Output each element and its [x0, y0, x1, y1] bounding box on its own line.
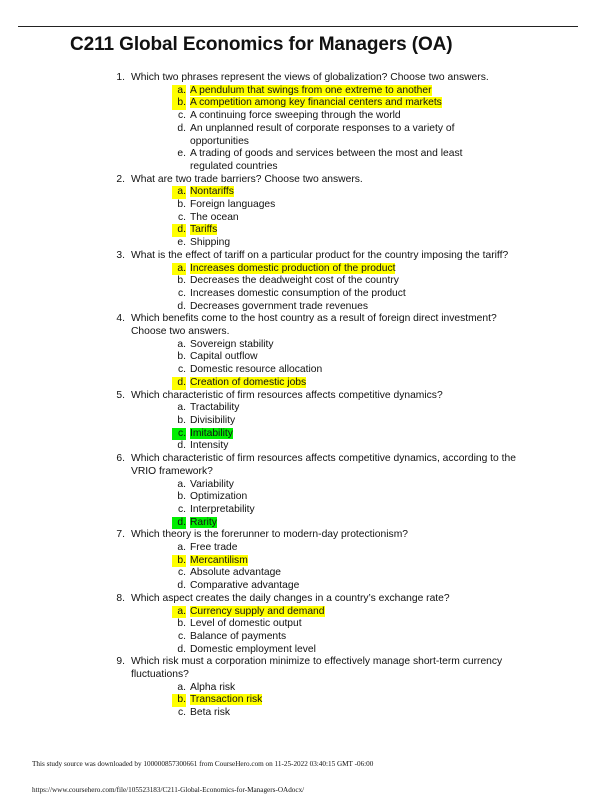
question-text: Which characteristic of firm resources affects competitive dynamics?	[131, 389, 443, 401]
option-letter: c.	[172, 428, 186, 441]
question-text: Which aspect creates the daily changes in a country’s exchange rate?	[131, 592, 450, 604]
answer-option	[0, 644, 470, 657]
question-number: 5.	[116, 389, 125, 401]
question-6	[0, 453, 521, 478]
answer-option	[0, 606, 470, 619]
option-letter: a.	[172, 186, 186, 199]
answer-option	[0, 85, 470, 98]
highlighted-answer-text: Currency supply and demand	[190, 605, 325, 617]
answer-option	[0, 351, 470, 364]
question-text: Which theory is the forerunner to modern-day protectionism?	[131, 529, 409, 541]
highlighted-answer-text: Increases domestic production of the product	[190, 262, 396, 274]
answer-option	[0, 415, 470, 428]
footer-url-line[interactable]: https://www.coursehero.com/file/105523183/C211-Global-Economics-for-Managers-OAdocx/	[32, 786, 305, 794]
answer-option	[0, 517, 470, 530]
option-letter: a.	[177, 402, 186, 414]
option-text: Decreases government trade revenues	[190, 300, 369, 312]
answer-option	[0, 212, 470, 225]
answer-option	[0, 555, 470, 568]
option-text: Free trade	[190, 542, 238, 554]
highlighted-answer-text: Mercantilism	[190, 554, 248, 566]
option-text: An unplanned result of corporate responses to a variety of opportunities	[190, 122, 455, 147]
answer-option	[0, 364, 470, 377]
question-2	[0, 174, 521, 187]
answer-options	[0, 606, 606, 657]
answer-option	[0, 301, 470, 314]
option-text: Decreases the deadweight cost of the country	[190, 275, 399, 287]
answer-option	[0, 123, 470, 148]
option-letter: d.	[172, 224, 186, 237]
answer-options	[0, 682, 606, 720]
option-text: Balance of payments	[190, 630, 287, 642]
option-letter: b.	[172, 97, 186, 110]
answer-option	[0, 618, 470, 631]
option-letter: a.	[172, 606, 186, 619]
option-text: Beta risk	[190, 707, 231, 719]
question-number: 2.	[116, 173, 125, 185]
option-letter: a.	[177, 542, 186, 554]
option-letter: e.	[177, 148, 186, 160]
option-text: Absolute advantage	[190, 567, 282, 579]
option-letter: b.	[177, 351, 186, 363]
answer-option	[0, 631, 470, 644]
option-text: Domestic employment level	[190, 643, 316, 655]
option-letter: b.	[172, 555, 186, 568]
question-1	[0, 72, 521, 85]
option-letter: d.	[172, 517, 186, 530]
option-letter: c.	[177, 211, 186, 223]
answer-option	[0, 428, 470, 441]
answer-option	[0, 491, 470, 504]
answer-option	[0, 377, 470, 390]
answer-option	[0, 440, 470, 453]
question-5	[0, 390, 521, 403]
question-3	[0, 250, 521, 263]
question-number: 7.	[116, 529, 125, 541]
question-text: Which risk must a corporation minimize to effectively manage short-term currency fluctuations?	[131, 656, 503, 681]
answer-option	[0, 237, 470, 250]
answer-option	[0, 504, 470, 517]
option-text: Level of domestic output	[190, 618, 302, 630]
answer-options	[0, 479, 606, 530]
option-letter: d.	[177, 643, 186, 655]
answer-option	[0, 199, 470, 212]
option-letter: d.	[177, 300, 186, 312]
question-number: 8.	[116, 592, 125, 604]
option-letter: c.	[177, 630, 186, 642]
answer-option	[0, 97, 470, 110]
option-letter: a.	[172, 263, 186, 276]
question-text: Which characteristic of firm resources affects competitive dynamics, according to the VRIO framework?	[131, 453, 516, 477]
option-text: Tractability	[190, 402, 240, 414]
answer-option	[0, 542, 470, 555]
option-text: Foreign languages	[190, 199, 276, 211]
option-letter: b.	[177, 491, 186, 503]
option-text: A continuing force sweeping through the world	[190, 110, 401, 122]
answer-option	[0, 186, 470, 199]
option-letter: c.	[177, 287, 186, 299]
option-text: A trading of goods and services between the most and least regulated countries	[190, 148, 463, 172]
option-letter: d.	[172, 377, 186, 390]
answer-option	[0, 275, 470, 288]
answer-option	[0, 682, 470, 695]
option-text: Shipping	[190, 237, 231, 249]
question-number: 1.	[116, 72, 125, 83]
answer-option	[0, 707, 470, 720]
option-letter: c.	[177, 503, 186, 515]
option-letter: d.	[177, 122, 186, 134]
question-7	[0, 529, 521, 542]
answer-option	[0, 288, 470, 301]
question-text: What is the effect of tariff on a particular product for the country imposing the tariff?	[131, 249, 509, 261]
option-text: Domestic resource allocation	[190, 364, 323, 376]
answer-option	[0, 339, 470, 352]
question-8	[0, 593, 521, 606]
footer-source-line: This study source was downloaded by 100000857300661 from CourseHero.com on 11-25-2022 03:40:15 GMT -06:00	[32, 760, 374, 768]
answer-options	[0, 339, 606, 390]
highlighted-answer-text: A competition among key financial centers and markets	[190, 97, 442, 109]
question-text: Which benefits come to the host country as a result of foreign direct investment? Choose two answers.	[131, 313, 497, 338]
option-text: Capital outflow	[190, 351, 258, 363]
option-letter: a.	[172, 85, 186, 98]
answer-option	[0, 580, 470, 593]
answer-options	[0, 542, 606, 593]
answer-option	[0, 402, 470, 415]
question-number: 4.	[116, 313, 125, 325]
top-rule	[18, 26, 578, 27]
answer-option	[0, 479, 470, 492]
question-number: 9.	[116, 656, 125, 668]
option-letter: a.	[177, 478, 186, 490]
option-text: Variability	[190, 478, 234, 490]
option-letter: c.	[177, 364, 186, 376]
option-letter: b.	[177, 414, 186, 426]
option-letter: b.	[177, 275, 186, 287]
highlighted-answer-text: Transaction risk	[190, 694, 263, 706]
answer-option	[0, 148, 470, 173]
option-letter: d.	[177, 580, 186, 592]
answer-option	[0, 110, 470, 123]
highlighted-answer-text: A pendulum that swings from one extreme to another	[190, 84, 432, 96]
question-9	[0, 656, 521, 681]
option-text: Divisibility	[190, 414, 236, 426]
document-title: C211 Global Economics for Managers (OA)	[70, 34, 453, 55]
option-text: Increases domestic consumption of the product	[190, 287, 406, 299]
option-letter: c.	[177, 110, 186, 122]
highlighted-answer-text: Creation of domestic jobs	[190, 376, 307, 388]
question-text: Which two phrases represent the views of globalization? Choose two answers.	[131, 72, 489, 83]
option-letter: c.	[177, 567, 186, 579]
answer-options	[0, 263, 606, 314]
highlighted-answer-text: Rarity	[190, 516, 217, 528]
option-text: Optimization	[190, 491, 248, 503]
answer-option	[0, 567, 470, 580]
highlighted-answer-text: Nontariffs	[190, 186, 234, 198]
option-text: The ocean	[190, 211, 239, 223]
option-letter: d.	[177, 440, 186, 452]
option-letter: e.	[177, 237, 186, 249]
option-text: Intensity	[190, 440, 229, 452]
option-letter: b.	[177, 199, 186, 211]
highlighted-answer-text: Imitability	[190, 427, 233, 439]
question-4	[0, 313, 521, 338]
answer-option	[0, 224, 470, 237]
option-letter: b.	[172, 694, 186, 707]
answer-options	[0, 402, 606, 453]
question-text: What are two trade barriers? Choose two answers.	[131, 173, 363, 185]
option-text: Interpretability	[190, 503, 255, 515]
answer-options	[0, 85, 606, 174]
answer-option	[0, 263, 470, 276]
answer-options	[0, 186, 606, 250]
question-list	[0, 72, 606, 720]
option-text: Alpha risk	[190, 681, 236, 693]
option-text: Comparative advantage	[190, 580, 300, 592]
question-number: 6.	[116, 453, 125, 465]
option-letter: a.	[177, 681, 186, 693]
highlighted-answer-text: Tariffs	[190, 224, 218, 236]
option-letter: c.	[177, 707, 186, 719]
option-letter: a.	[177, 338, 186, 350]
answer-option	[0, 694, 470, 707]
option-letter: b.	[177, 618, 186, 630]
option-text: Sovereign stability	[190, 338, 274, 350]
question-number: 3.	[116, 249, 125, 261]
